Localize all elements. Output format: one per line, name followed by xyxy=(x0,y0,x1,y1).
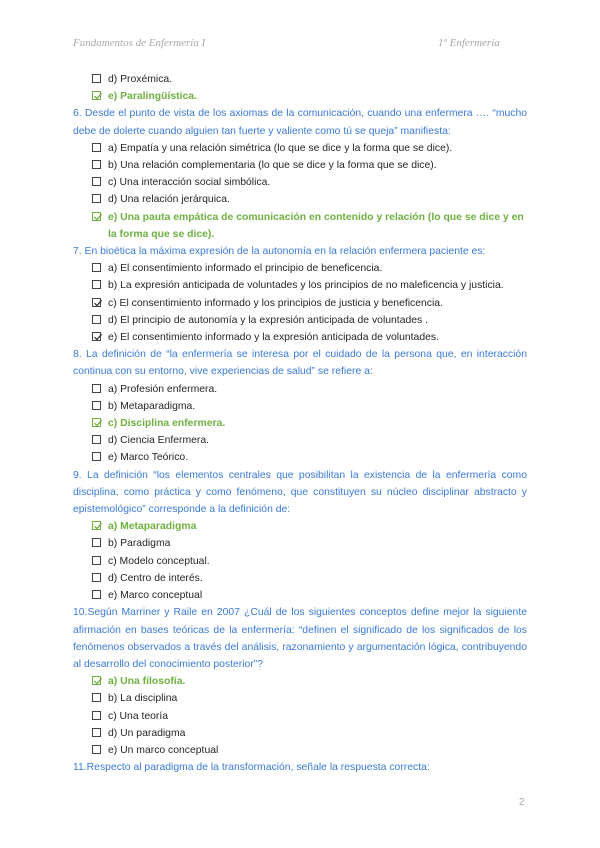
answer-option xyxy=(73,553,527,570)
checkbox-empty-icon[interactable] xyxy=(92,143,101,152)
checkbox-empty-icon[interactable] xyxy=(92,745,101,754)
answer-option xyxy=(73,570,527,587)
question-text: 11.Respecto al paradigma de la transformación, señale la respuesta correcta: xyxy=(73,762,430,774)
answer-option-text: a) Una filosofía. xyxy=(108,676,186,688)
answer-option-text: b) Una relación complementaria (lo que se dice y la forma que se dice). xyxy=(108,160,437,172)
answer-option-text: a) El consentimiento informado el principio de beneficencia. xyxy=(108,263,383,275)
answer-option xyxy=(73,398,527,415)
checkbox-empty-icon[interactable] xyxy=(92,315,101,324)
checkbox-empty-icon[interactable] xyxy=(92,280,101,289)
checkbox-empty-icon[interactable] xyxy=(92,194,101,203)
answer-option xyxy=(73,295,527,312)
checkbox-empty-icon[interactable] xyxy=(92,452,101,461)
checkbox-checked-icon[interactable] xyxy=(92,91,101,100)
answer-option-text: d) Proxémica. xyxy=(108,74,173,85)
answer-option-text: d) El principio de autonomía y la expresión anticipada de voluntades . xyxy=(108,314,428,326)
checkbox-checked-icon[interactable] xyxy=(92,521,101,530)
answer-option xyxy=(73,191,527,208)
answer-option xyxy=(73,209,527,243)
answer-option xyxy=(73,432,527,449)
checkbox-checked-icon[interactable] xyxy=(92,212,101,221)
answer-option-text: d) Una relación jerárquica. xyxy=(108,194,230,206)
answer-option-text: b) La disciplina xyxy=(108,693,178,705)
question-text: 6. Desde el punto de vista de los axiomas de la comunicación, cuando una enfermera …. “mucho debe de dolerte cuando alguien tan fuerte y valiente como tú se queja” manifiesta: xyxy=(73,108,527,137)
answer-option xyxy=(73,518,527,535)
answer-option-text: d) Ciencia Enfermera. xyxy=(108,435,210,447)
answer-option-text: d) Centro de interés. xyxy=(108,572,203,584)
checkbox-empty-icon[interactable] xyxy=(92,573,101,582)
checkbox-empty-icon[interactable] xyxy=(92,538,101,547)
question-text: 9. La definición “los elementos centrales que posibilitan la existencia de la enfermería como disciplina, como práctica y como fenómeno, que constituyen su núcleo disciplinar abstracto y epistemológico” corresponde a la definición de: xyxy=(73,469,527,516)
checkbox-empty-icon[interactable] xyxy=(92,711,101,720)
answer-option-text: e) Marco Teórico. xyxy=(108,452,189,464)
answer-option-text: b) Metaparadigma. xyxy=(108,400,196,412)
answer-option-text: c) Una interacción social simbólica. xyxy=(108,177,271,189)
question-text: 8. La definición de “la enfermería se interesa por el cuidado de la persona que, en interacción continua con su entorno, vive experiencias de salud” se refiere a: xyxy=(73,349,527,378)
answer-option xyxy=(73,329,527,346)
answer-option xyxy=(73,725,527,742)
answer-option xyxy=(73,415,527,432)
question-text: 10.Según Marriner y Raile en 2007 ¿Cuál de los siguientes conceptos define mejor la siguiente afirmación en bases teóricas de la enfermería: “definen el significado de los significados de los fenómenos observados a través del análisis, razonamiento y argumentación lógica, contribuyendo al desarrollo del conocimiento posterior”? xyxy=(73,607,527,670)
checkbox-empty-icon[interactable] xyxy=(92,728,101,737)
checkbox-empty-icon[interactable] xyxy=(92,590,101,599)
answer-option-text: d) Un paradigma xyxy=(108,727,186,739)
answer-option-text: c) Una teoría xyxy=(108,710,169,722)
answer-option-text: a) Metaparadigma xyxy=(108,521,197,533)
answer-option xyxy=(73,277,527,294)
answer-option xyxy=(73,260,527,277)
checkbox-empty-icon[interactable] xyxy=(92,435,101,444)
answer-option xyxy=(73,140,527,157)
answer-option-text: c) Modelo conceptual. xyxy=(108,555,210,567)
answer-option xyxy=(73,174,527,191)
checkbox-empty-icon[interactable] xyxy=(92,160,101,169)
checkbox-empty-icon[interactable] xyxy=(92,556,101,565)
checkbox-empty-icon[interactable] xyxy=(92,384,101,393)
answer-option xyxy=(73,690,527,707)
answer-option-text: e) Una pauta empática de comunicación en contenido y relación (lo que se dice y en la forma que se dice). xyxy=(108,211,524,240)
answer-option xyxy=(73,449,527,466)
answer-option-text: a) Profesión enfermera. xyxy=(108,383,218,395)
answer-option-text: c) Disciplina enfermera. xyxy=(108,418,226,430)
answer-option-text: e) Paralingüística. xyxy=(108,91,197,103)
answer-option-text: a) Empatía y una relación simétrica (lo que se dice y la forma que se dice). xyxy=(108,142,453,154)
answer-option xyxy=(73,71,527,88)
answer-option-text: b) Paradigma xyxy=(108,538,171,550)
question-text: 7. En bioética la máxima expresión de la autonomía en la relación enfermera paciente es: xyxy=(73,246,486,258)
answer-option xyxy=(73,673,527,690)
checkbox-empty-icon[interactable] xyxy=(92,263,101,272)
checkbox-checked-icon[interactable] xyxy=(92,418,101,427)
checkbox-empty-icon[interactable] xyxy=(92,74,101,83)
answer-option-text: b) La expresión anticipada de voluntades y los principios de no maleficencia y justicia. xyxy=(108,280,504,292)
checkbox-checked-icon[interactable] xyxy=(92,332,101,341)
answer-option xyxy=(73,587,527,604)
answer-option xyxy=(73,742,527,759)
document-body xyxy=(73,71,527,776)
answer-option xyxy=(73,157,527,174)
answer-option-text: e) Marco conceptual xyxy=(108,590,203,602)
header-left: Fundamentos de Enfermería I xyxy=(73,37,206,49)
answer-option-text: e) El consentimiento informado y la expresión anticipada de voluntades. xyxy=(108,332,439,344)
checkbox-empty-icon[interactable] xyxy=(92,693,101,702)
answer-option xyxy=(73,312,527,329)
answer-option xyxy=(73,88,527,105)
checkbox-empty-icon[interactable] xyxy=(92,177,101,186)
header-right: 1º Enfermería xyxy=(438,37,500,49)
answer-option xyxy=(73,535,527,552)
checkbox-checked-icon[interactable] xyxy=(92,298,101,307)
checkbox-checked-icon[interactable] xyxy=(92,676,101,685)
page-number: 2 xyxy=(519,797,525,808)
checkbox-empty-icon[interactable] xyxy=(92,401,101,410)
answer-option xyxy=(73,708,527,725)
answer-option xyxy=(73,381,527,398)
answer-option-text: e) Un marco conceptual xyxy=(108,744,219,756)
answer-option-text: c) El consentimiento informado y los principios de justicia y beneficencia. xyxy=(108,297,443,309)
